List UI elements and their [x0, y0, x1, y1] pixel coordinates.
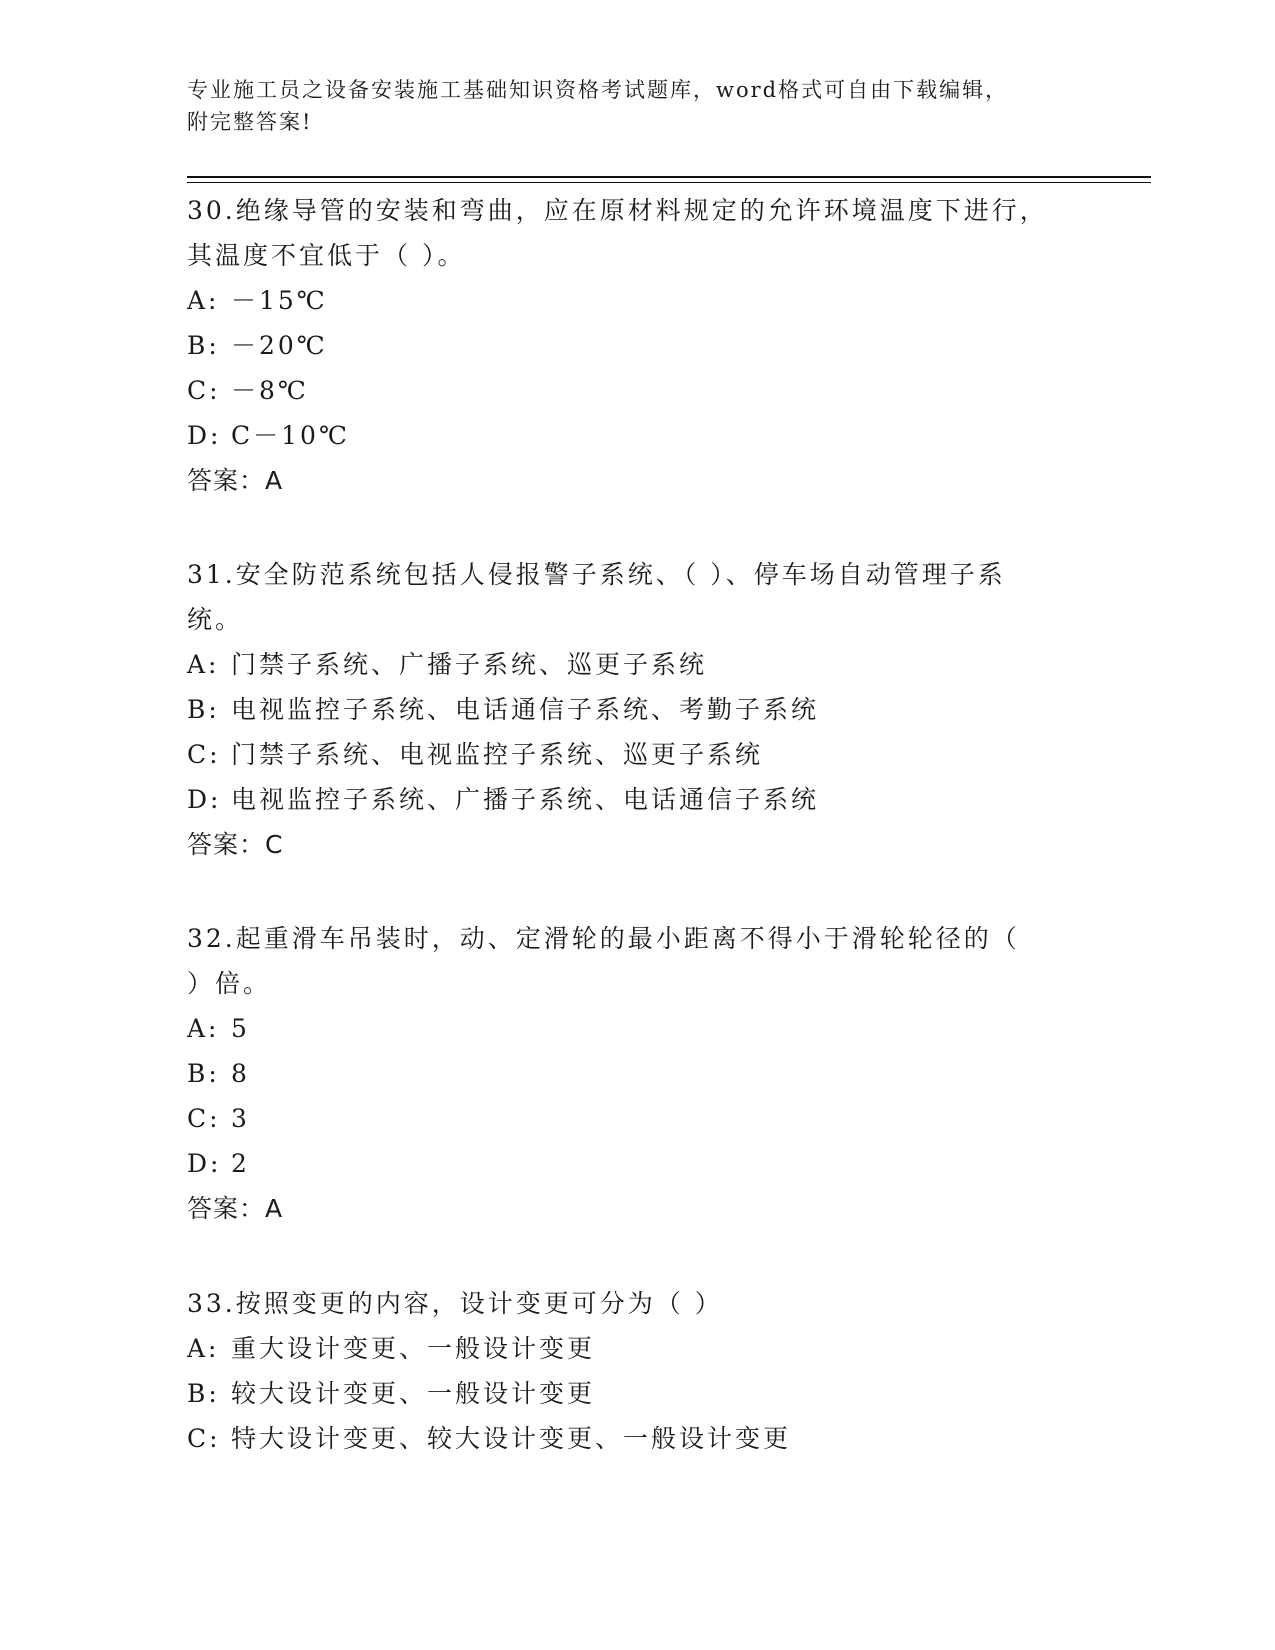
option-letter: B:: [187, 1059, 220, 1088]
option-text: 电视监控子系统、电话通信子系统、考勤子系统: [231, 695, 820, 724]
option-c: [187, 732, 1067, 777]
option-a: [187, 1006, 1067, 1051]
option-letter: A:: [187, 650, 220, 679]
option-text: 门禁子系统、电视监控子系统、巡更子系统: [231, 740, 764, 769]
answer-line: 答案：A: [187, 466, 284, 495]
option-a: [187, 1326, 1067, 1371]
option-text: －15℃: [231, 286, 328, 315]
option-c: [187, 1416, 1067, 1461]
question-33: [187, 1281, 1067, 1461]
question-stem-continued: 统。: [187, 605, 244, 634]
option-b: [187, 323, 1067, 368]
header-divider-thick: [187, 176, 1151, 178]
option-d: [187, 413, 1067, 458]
option-letter: C:: [187, 1424, 221, 1453]
document-header: [187, 74, 1067, 138]
question-30: [187, 188, 1067, 503]
option-text: 3: [231, 1104, 250, 1133]
option-b: [187, 1371, 1067, 1416]
option-letter: A:: [187, 1014, 220, 1043]
header-divider-thin: [187, 182, 1151, 183]
option-letter: B:: [187, 1379, 220, 1408]
option-letter: B:: [187, 695, 220, 724]
option-letter: D:: [187, 421, 222, 450]
option-a: [187, 642, 1067, 687]
option-d: [187, 777, 1067, 822]
option-text: 重大设计变更、一般设计变更: [231, 1334, 596, 1363]
question-stem: 30.绝缘导管的安装和弯曲，应在原材料规定的允许环境温度下进行，: [187, 196, 1048, 225]
option-text: 门禁子系统、广播子系统、巡更子系统: [231, 650, 708, 679]
option-letter: C:: [187, 1104, 221, 1133]
option-letter: D:: [187, 785, 222, 814]
question-stem-continued: ）倍。: [187, 969, 272, 998]
option-text: 2: [231, 1149, 250, 1178]
option-b: [187, 687, 1067, 732]
question-stem: 31.安全防范系统包括人侵报警子系统、（ ）、停车场自动管理子系: [187, 560, 1006, 589]
option-d: [187, 1141, 1067, 1186]
header-line-2: 附完整答案!: [187, 110, 313, 134]
option-a: [187, 278, 1067, 323]
option-b: [187, 1051, 1067, 1096]
option-c: [187, 368, 1067, 413]
option-letter: B:: [187, 331, 220, 360]
option-text: 较大设计变更、一般设计变更: [231, 1379, 596, 1408]
option-letter: A:: [187, 1334, 220, 1363]
option-c: [187, 1096, 1067, 1141]
answer-line: 答案：A: [187, 1194, 284, 1223]
question-stem: 32.起重滑车吊装时，动、定滑轮的最小距离不得小于滑轮轮径的（: [187, 924, 1020, 953]
option-letter: C:: [187, 740, 221, 769]
option-letter: A:: [187, 286, 220, 315]
option-letter: D:: [187, 1149, 222, 1178]
option-text: －20℃: [231, 331, 328, 360]
question-32: [187, 916, 1067, 1231]
option-text: 特大设计变更、较大设计变更、一般设计变更: [231, 1424, 792, 1453]
option-letter: C:: [187, 376, 221, 405]
question-stem: 33.按照变更的内容，设计变更可分为（ ）: [187, 1289, 723, 1318]
header-line-1: 专业施工员之设备安装施工基础知识资格考试题库，word格式可自由下载编辑，: [187, 78, 1009, 102]
option-text: 5: [231, 1014, 250, 1043]
option-text: C－10℃: [231, 421, 350, 450]
question-stem-continued: 其温度不宜低于（ ）。: [187, 241, 466, 270]
option-text: 8: [231, 1059, 250, 1088]
question-31: [187, 552, 1067, 867]
option-text: 电视监控子系统、广播子系统、电话通信子系统: [231, 785, 820, 814]
answer-line: 答案：C: [187, 830, 284, 859]
option-text: －8℃: [231, 376, 309, 405]
